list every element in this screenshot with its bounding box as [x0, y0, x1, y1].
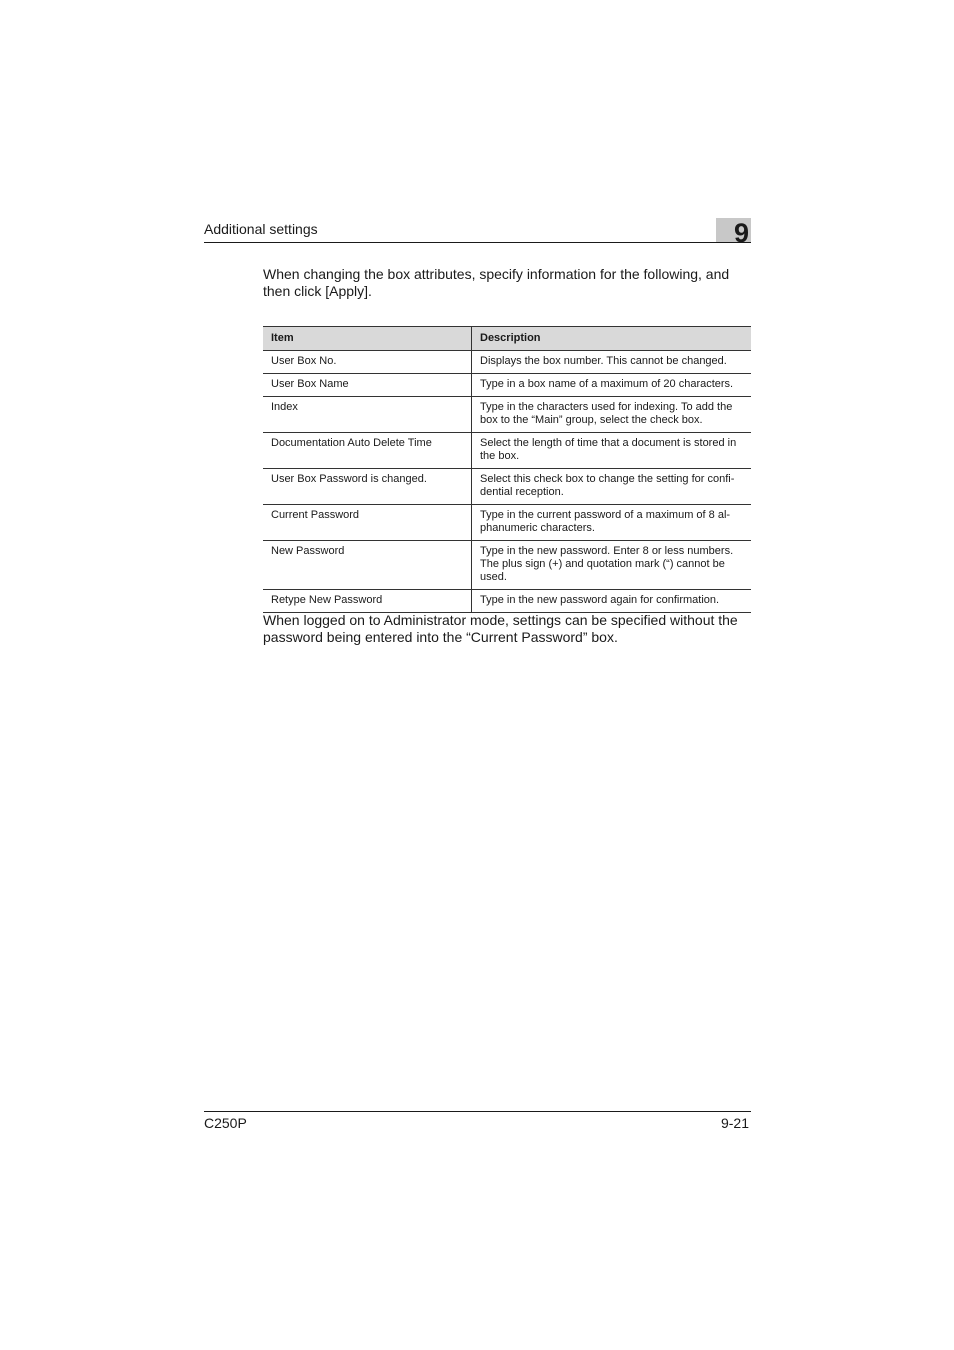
row-description: Select the length of time that a document is stored in the box. [472, 433, 752, 469]
chapter-number: 9 [733, 218, 749, 248]
row-description: Type in the current password of a maximum of 8 al-phanumeric characters. [472, 505, 752, 541]
row-item-label: Retype New Password [263, 590, 472, 613]
footer-page-number: 9-21 [720, 1115, 749, 1131]
table-row [263, 374, 751, 397]
row-description: Type in a box name of a maximum of 20 characters. [472, 374, 752, 397]
footer-divider [204, 1111, 751, 1112]
table-row [263, 505, 751, 541]
section-title: Additional settings [204, 221, 318, 237]
footer-model-name: C250P [204, 1115, 247, 1131]
row-description: Type in the characters used for indexing. To add the box to the “Main” group, select the check box. [472, 397, 752, 433]
row-item-label: Current Password [263, 505, 472, 541]
intro-paragraph: When changing the box attributes, specify information for the following, and then click [Apply]. [263, 266, 730, 299]
table-row [263, 397, 751, 433]
row-description: Type in the new password again for confirmation. [472, 590, 752, 613]
box-attributes-table [263, 326, 751, 613]
row-item-label: User Box Name [263, 374, 472, 397]
table-row [263, 590, 751, 613]
column-header-description: Description [472, 327, 752, 351]
row-item-label: User Box No. [263, 351, 472, 374]
header-divider [204, 242, 751, 243]
row-description: Select this check box to change the setting for confi-dential reception. [472, 469, 752, 505]
table-row [263, 541, 751, 590]
chapter-tab [716, 218, 751, 248]
row-item-label: Documentation Auto Delete Time [263, 433, 472, 469]
row-item-label: Index [263, 397, 472, 433]
table-row [263, 351, 751, 374]
column-header-item: Item [263, 327, 472, 351]
row-description: Type in the new password. Enter 8 or less numbers. The plus sign (+) and quotation mark (“) cannot be used. [472, 541, 752, 590]
row-item-label: New Password [263, 541, 472, 590]
note-paragraph: When logged on to Administrator mode, settings can be specified without the password being entered into the “Current Password” box. [263, 612, 738, 645]
table-row [263, 433, 751, 469]
row-item-label: User Box Password is changed. [263, 469, 472, 505]
table-header-row [263, 327, 751, 351]
row-description: Displays the box number. This cannot be changed. [472, 351, 752, 374]
table-row [263, 469, 751, 505]
